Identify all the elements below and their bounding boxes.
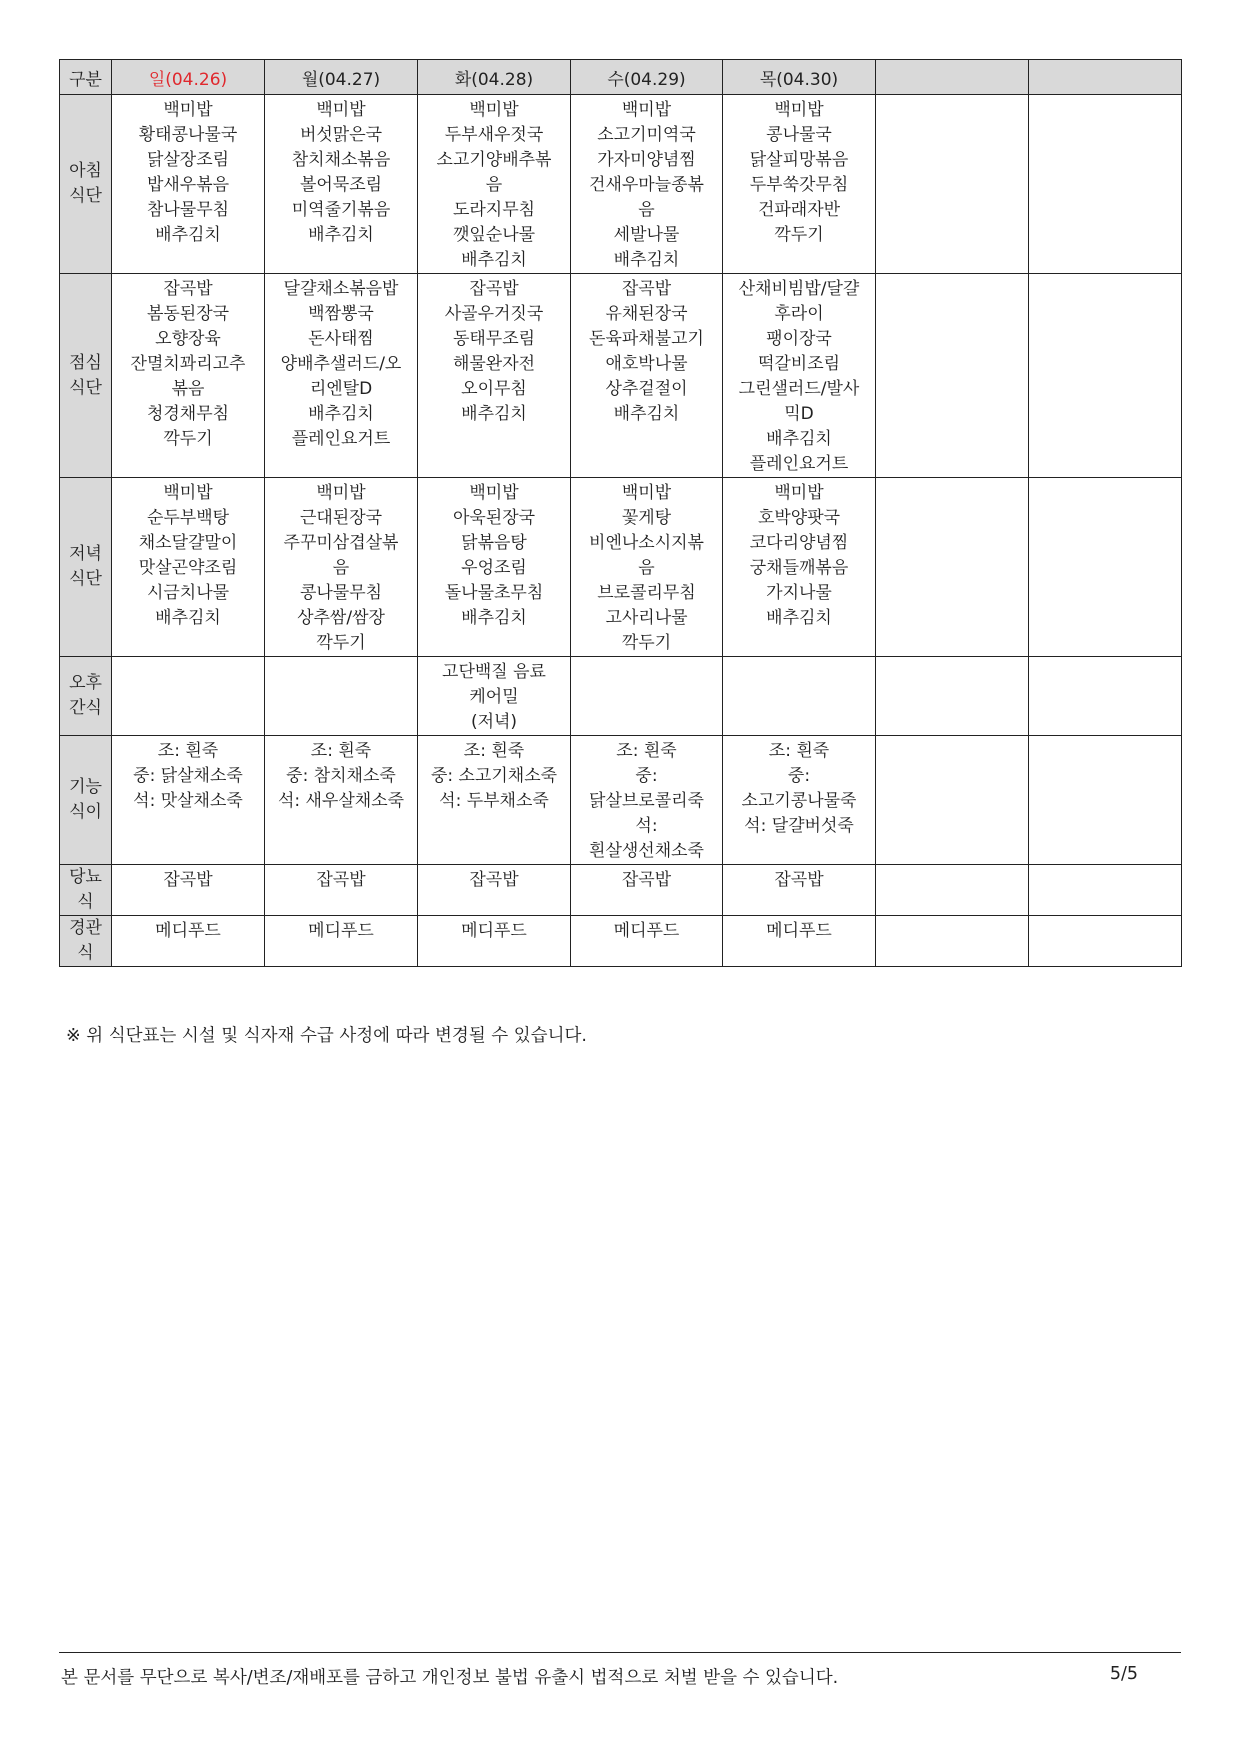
day-header: 일(04.26)	[112, 60, 265, 95]
menu-item: 백미밥	[163, 100, 213, 120]
day-header	[876, 60, 1029, 95]
menu-cell	[876, 657, 1029, 736]
menu-item: 떡갈비조림	[757, 354, 841, 374]
menu-item: 백미밥	[774, 483, 824, 503]
snack-row	[60, 657, 1182, 736]
menu-item: 백미밥	[621, 483, 672, 503]
day-header: 목(04.30)	[723, 60, 876, 95]
row-label	[60, 865, 112, 916]
menu-item: 백미밥	[163, 483, 213, 503]
menu-item: 깍두기	[621, 633, 672, 653]
menu-item: 중:	[787, 766, 811, 786]
menu-cell	[1029, 736, 1182, 865]
breakfast-row	[60, 95, 1182, 274]
row-label	[60, 736, 112, 865]
row-label-line: 경관	[69, 918, 102, 938]
menu-item: 음	[332, 558, 350, 578]
menu-item: 돈육파채불고기	[589, 329, 704, 349]
menu-item: 사골우거짓국	[444, 304, 544, 324]
menu-item: 배추김치	[461, 250, 527, 270]
menu-item: 볶음	[171, 379, 205, 399]
menu-item: 호박양팟국	[757, 508, 841, 528]
menu-item: 메디푸드	[766, 921, 832, 941]
row-label	[60, 916, 112, 967]
menu-cell	[265, 95, 418, 274]
menu-item: 브로콜리무침	[597, 583, 696, 603]
menu-item: 백짬뽕국	[308, 304, 374, 324]
day-header: 수(04.29)	[571, 60, 723, 95]
menu-item: 배추김치	[308, 225, 374, 245]
menu-item: 석: 두부채소죽	[439, 791, 549, 811]
menu-item: 석: 달걀버섯죽	[744, 816, 854, 836]
row-label-line: 식	[77, 943, 94, 963]
menu-item: 소고기양배추볶	[436, 150, 552, 170]
menu-item: 궁채들깨볶음	[749, 558, 849, 578]
row-label-line: 식단	[69, 569, 102, 589]
menu-item: 잔멸치꽈리고추	[130, 354, 246, 374]
menu-item: 상추쌈/쌈장	[297, 608, 385, 628]
menu-item: 콩나물국	[766, 125, 832, 145]
menu-item: 음	[638, 200, 655, 220]
row-label-line: 저녁	[69, 544, 102, 564]
menu-cell	[571, 736, 723, 865]
footer-disclaimer: 본 문서를 무단으로 복사/변조/재배포를 금하고 개인정보 불법 유출시 법적으로 처벌 받을 수 있습니다.	[61, 1668, 839, 1688]
menu-item: 배추김치	[155, 608, 221, 628]
menu-item: 잡곡밥	[163, 870, 213, 890]
menu-cell	[112, 95, 265, 274]
menu-item: 우엉조림	[461, 558, 527, 578]
menu-item: 깻잎순나물	[452, 225, 536, 245]
menu-item: 잡곡밥	[469, 870, 519, 890]
day-header	[1029, 60, 1182, 95]
menu-item: 밥새우볶음	[146, 175, 230, 195]
menu-item: 리엔탈D	[309, 379, 373, 399]
menu-cell	[418, 274, 571, 478]
menu-item: 잡곡밥	[621, 870, 672, 890]
menu-item: 해물완자전	[452, 354, 536, 374]
menu-item: 후라이	[774, 304, 824, 324]
menu-item: 백미밥	[774, 100, 824, 120]
menu-item: 유채된장국	[605, 304, 688, 324]
menu-item: 양배추샐러드/오	[280, 354, 402, 374]
menu-item: 순두부백탕	[146, 508, 230, 528]
menu-cell	[723, 916, 876, 967]
menu-item: 고사리나물	[605, 608, 688, 628]
menu-cell	[112, 274, 265, 478]
menu-cell	[723, 736, 876, 865]
menu-item: 참나물무침	[146, 200, 230, 220]
menu-cell	[418, 736, 571, 865]
menu-item: 잡곡밥	[163, 279, 213, 299]
diabetic-diet-row	[60, 865, 1182, 916]
menu-cell	[112, 736, 265, 865]
menu-item: 소고기콩나물죽	[741, 791, 857, 811]
row-label-line: 간식	[69, 698, 102, 718]
menu-cell	[571, 865, 723, 916]
menu-item: 조: 흰죽	[616, 741, 677, 761]
menu-cell	[876, 274, 1029, 478]
menu-cell	[265, 736, 418, 865]
menu-item: 배추김치	[766, 608, 832, 628]
menu-item: 닭살피망볶음	[749, 150, 849, 170]
menu-item: 아욱된장국	[452, 508, 536, 528]
menu-item: 버섯맑은국	[299, 125, 383, 145]
menu-item: 음	[485, 175, 503, 195]
meal-plan-table	[59, 59, 1182, 967]
menu-cell	[1029, 95, 1182, 274]
menu-item: 닭볶음탕	[461, 533, 527, 553]
menu-item: 조: 흰죽	[463, 741, 525, 761]
menu-cell	[876, 916, 1029, 967]
menu-item: 중: 닭살채소죽	[133, 766, 243, 786]
menu-item: 잡곡밥	[316, 870, 366, 890]
menu-cell	[876, 865, 1029, 916]
menu-item: 배추김치	[461, 608, 527, 628]
menu-item: 메디푸드	[308, 921, 374, 941]
menu-cell	[418, 95, 571, 274]
menu-item: 시금치나물	[146, 583, 230, 603]
menu-item: 조: 흰죽	[157, 741, 219, 761]
menu-cell	[571, 657, 723, 736]
menu-item: 석: 맛살채소죽	[133, 791, 243, 811]
dinner-row	[60, 478, 1182, 657]
menu-cell	[112, 657, 265, 736]
menu-item: 그린샐러드/발사	[738, 379, 860, 399]
menu-item: 믹D	[784, 404, 814, 424]
menu-item: 배추김치	[613, 404, 680, 424]
menu-item: 코다리양념찜	[749, 533, 849, 553]
row-label	[60, 95, 112, 274]
menu-item: 돈사태찜	[308, 329, 374, 349]
menu-item: 오이무침	[461, 379, 527, 399]
menu-item: 음	[638, 558, 655, 578]
menu-cell	[112, 916, 265, 967]
menu-item: 고단백질 음료	[442, 662, 546, 682]
menu-item: 참치채소볶음	[291, 150, 391, 170]
menu-item: 메디푸드	[461, 921, 527, 941]
page-number: 5/5	[1109, 1664, 1138, 1684]
row-label	[60, 657, 112, 736]
menu-item: 동태무조림	[452, 329, 536, 349]
menu-item: 깍두기	[316, 633, 366, 653]
menu-cell	[571, 478, 723, 657]
menu-item: 미역줄기볶음	[291, 200, 391, 220]
menu-item: 조: 흰죽	[310, 741, 372, 761]
menu-item: 잡곡밥	[621, 279, 672, 299]
menu-item: 잡곡밥	[774, 870, 824, 890]
menu-item: 백미밥	[469, 100, 519, 120]
menu-cell	[1029, 657, 1182, 736]
menu-item: 봄동된장국	[146, 304, 230, 324]
day-header: 화(04.28)	[418, 60, 571, 95]
row-label	[60, 478, 112, 657]
menu-item: 배추김치	[461, 404, 527, 424]
menu-cell	[1029, 478, 1182, 657]
menu-cell	[876, 736, 1029, 865]
row-label-line: 식이	[69, 802, 102, 822]
row-label-line: 식단	[69, 186, 102, 206]
menu-item: 달걀채소볶음밥	[283, 279, 399, 299]
menu-item: 맛살곤약조림	[138, 558, 238, 578]
menu-item: 두부새우젓국	[444, 125, 544, 145]
menu-cell	[571, 274, 723, 478]
menu-item: 팽이장국	[766, 329, 832, 349]
menu-cell	[723, 657, 876, 736]
menu-item: 산채비빔밥/달걀	[738, 279, 860, 299]
menu-item: 메디푸드	[155, 921, 221, 941]
menu-item: 건파래자반	[757, 200, 841, 220]
menu-cell	[265, 657, 418, 736]
menu-cell	[876, 478, 1029, 657]
menu-cell	[723, 274, 876, 478]
row-label-line: 식단	[69, 377, 102, 398]
menu-item: 도라지무침	[452, 200, 536, 220]
row-label-line: 점심	[69, 352, 102, 373]
menu-cell	[1029, 865, 1182, 916]
lunch-row	[60, 274, 1182, 478]
menu-item: 애호박나물	[605, 354, 688, 374]
menu-cell	[112, 865, 265, 916]
menu-item: 황태콩나물국	[138, 125, 238, 145]
menu-item: 잡곡밥	[469, 279, 519, 299]
menu-item: 돌나물초무침	[444, 583, 544, 603]
menu-item: 세발나물	[613, 225, 680, 245]
menu-item: 중: 참치채소죽	[286, 766, 396, 786]
menu-item: 백미밥	[316, 100, 366, 120]
menu-cell	[265, 865, 418, 916]
notice-text: ※ 위 식단표는 시설 및 식자재 수급 사정에 따라 변경될 수 있습니다.	[66, 1026, 587, 1046]
footer-divider	[59, 1652, 1181, 1653]
menu-cell	[418, 916, 571, 967]
menu-cell	[418, 657, 571, 736]
menu-item: 백미밥	[316, 483, 366, 503]
row-label-line: 아침	[69, 161, 102, 181]
menu-cell	[112, 478, 265, 657]
menu-cell	[571, 916, 723, 967]
menu-item: 석:	[635, 816, 658, 836]
menu-item: 조: 흰죽	[768, 741, 830, 761]
menu-cell	[723, 865, 876, 916]
menu-cell	[418, 478, 571, 657]
menu-cell	[418, 865, 571, 916]
menu-item: 배추김치	[308, 404, 374, 424]
menu-item: 채소달걀말이	[138, 533, 238, 553]
menu-item: 닭살장조림	[146, 150, 230, 170]
menu-item: 두부쑥갓무침	[749, 175, 849, 195]
menu-item: 백미밥	[469, 483, 519, 503]
menu-cell	[571, 95, 723, 274]
menu-item: 청경채무침	[146, 404, 230, 424]
menu-cell	[265, 478, 418, 657]
tube-feeding-row	[60, 916, 1182, 967]
menu-item: 메디푸드	[613, 921, 680, 941]
menu-item: 근대된장국	[299, 508, 383, 528]
menu-item: 꽃게탕	[621, 508, 672, 528]
menu-cell	[723, 478, 876, 657]
menu-item: 깍두기	[163, 429, 213, 449]
menu-item: 석: 새우살채소죽	[277, 791, 405, 811]
menu-item: 건새우마늘종볶	[589, 175, 704, 195]
menu-item: 볼어묵조림	[299, 175, 383, 195]
menu-item: 오향장육	[155, 329, 221, 349]
menu-item: 소고기미역국	[597, 125, 696, 145]
day-header: 월(04.27)	[265, 60, 418, 95]
menu-item: 케어밀	[469, 687, 519, 707]
menu-item: 닭살브로콜리죽	[589, 791, 704, 811]
menu-item: 중: 소고기채소죽	[430, 766, 558, 786]
functional-diet-row	[60, 736, 1182, 865]
menu-item: 흰살생선채소죽	[589, 841, 704, 861]
menu-item: 깍두기	[774, 225, 824, 245]
menu-item: 비엔나소시지볶	[589, 533, 704, 553]
menu-item: 백미밥	[621, 100, 672, 120]
menu-cell	[265, 274, 418, 478]
menu-item: 콩나물무침	[299, 583, 383, 603]
menu-item: 가지나물	[766, 583, 832, 603]
row-label-line: 식	[77, 892, 94, 912]
menu-cell	[723, 95, 876, 274]
menu-cell	[876, 95, 1029, 274]
menu-item: 중:	[635, 766, 658, 786]
row-label-line: 오후	[69, 673, 102, 693]
row-label-line: 기능	[69, 777, 102, 797]
menu-item: 배추김치	[766, 429, 832, 449]
row-label-line: 당뇨	[69, 867, 102, 887]
category-header: 구분	[60, 60, 112, 95]
menu-item: 플레인요거트	[291, 429, 391, 449]
menu-item: (저녁)	[470, 712, 518, 732]
menu-cell	[1029, 274, 1182, 478]
meal-plan-body	[60, 95, 1182, 967]
menu-cell	[1029, 916, 1182, 967]
menu-item: 상추겉절이	[605, 379, 688, 399]
menu-item: 배추김치	[155, 225, 221, 245]
menu-item: 가자미양념찜	[597, 150, 696, 170]
header-row	[60, 60, 1182, 95]
menu-cell	[265, 916, 418, 967]
menu-item: 배추김치	[613, 250, 680, 270]
menu-item: 플레인요거트	[749, 454, 849, 474]
row-label	[60, 274, 112, 478]
menu-item: 주꾸미삼겹살볶	[283, 533, 399, 553]
